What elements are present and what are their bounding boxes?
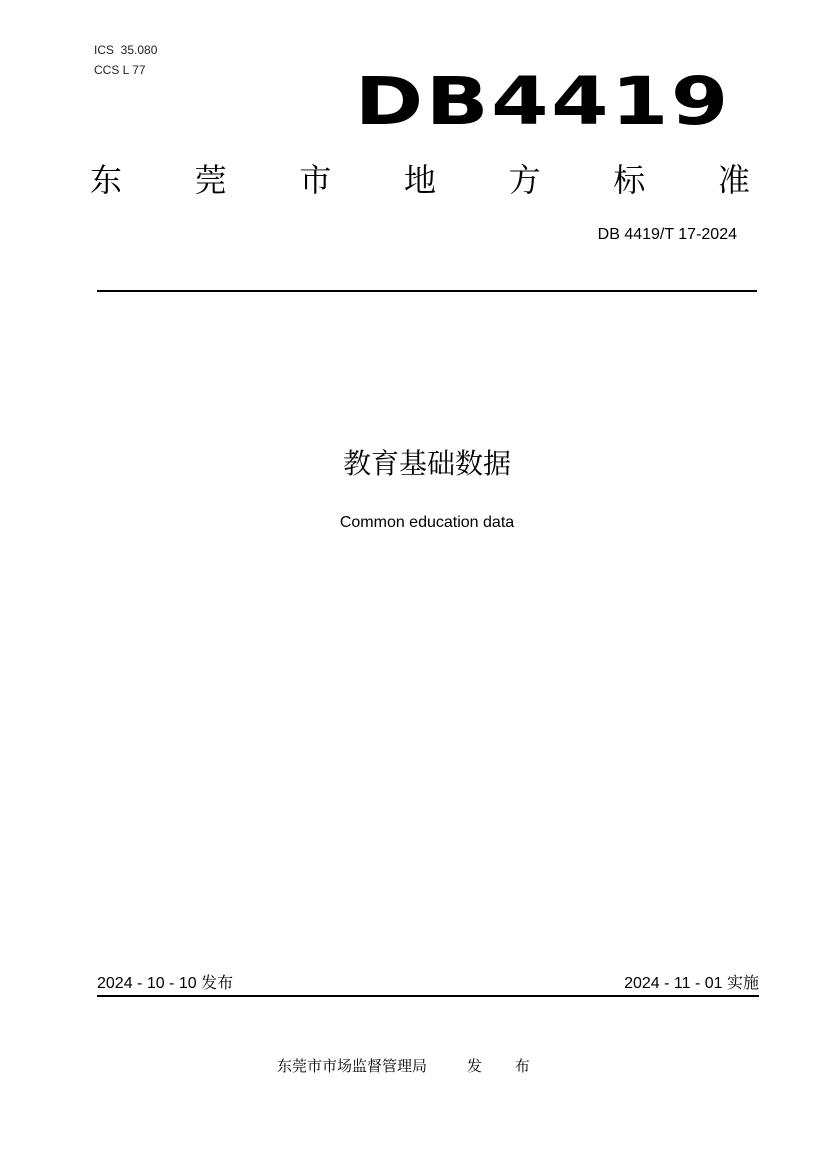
standard-type-char: 东 — [90, 161, 123, 199]
standard-type-char: 方 — [508, 161, 541, 199]
publisher-line — [277, 1055, 544, 1077]
implementation-date: 2024 - 11 - 01 实施 — [624, 975, 759, 992]
ics-code: ICS 35.080 — [94, 43, 158, 57]
standard-number: DB 4419/T 17-2024 — [597, 226, 737, 243]
issue-date: 2024 - 10 - 10 发布 — [97, 975, 234, 992]
standard-type-char: 准 — [717, 161, 750, 199]
publish-action: 发 布 — [467, 1057, 544, 1075]
standard-type-char: 市 — [299, 161, 332, 199]
standard-type-char: 莞 — [194, 161, 227, 199]
document-title: 教育基础数据 — [342, 447, 511, 480]
bottom-divider — [97, 995, 759, 997]
document-subtitle: Common education data — [339, 514, 515, 531]
standard-type-char: 地 — [403, 161, 436, 199]
ccs-code: CCS L 77 — [94, 63, 146, 77]
top-divider — [97, 290, 757, 292]
standard-type-char: 标 — [613, 161, 646, 199]
standard-type-heading — [90, 160, 750, 200]
publisher-name: 东莞市市场监督管理局 — [277, 1057, 428, 1075]
classification-block — [94, 40, 157, 80]
standard-code-logo: DB4419 — [355, 63, 731, 140]
